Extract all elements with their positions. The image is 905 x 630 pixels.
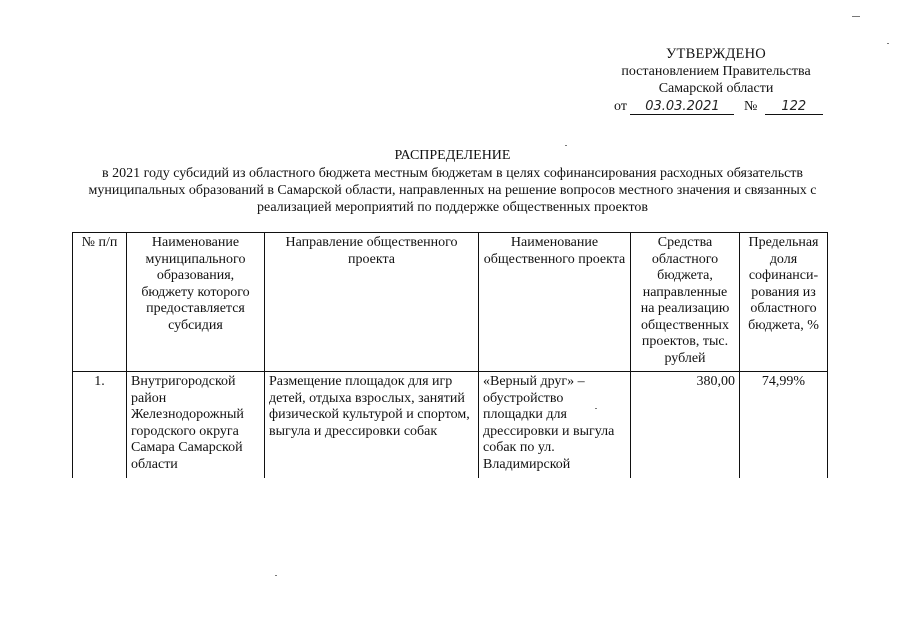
header-share: Предельная доля софинанси-рования из областного бюджета, % <box>740 233 828 372</box>
scan-speck <box>887 43 889 44</box>
handwritten-number: 122 <box>765 99 823 115</box>
table-row <box>73 372 828 479</box>
cell-direction: Размещение площадок для игр детей, отдыха взрослых, занятий физической культурой и спортом, выгула и дрессировки собак <box>265 372 479 479</box>
cell-funds: 380,00 <box>631 372 740 479</box>
document-heading: РАСПРЕДЕЛЕНИЕ <box>394 148 511 163</box>
date-prefix: от <box>614 99 627 114</box>
cell-project: «Верный друг» – обустройство площадки для дрессировки и выгула собак по ул. Владимирской <box>479 372 631 479</box>
document-subheading: в 2021 году субсидий из областного бюджета местным бюджетам в целях софинансирования расходных обязательств муниципальных образований в Самарской области, направленных на решение вопросов местного значения и связанных с реализацией мероприятий по поддержке общественных проектов <box>88 166 817 215</box>
cell-num: 1. <box>73 372 127 479</box>
header-project: Наименование общественного проекта <box>479 233 631 372</box>
table-header-row <box>73 233 828 372</box>
header-funds: Средства областного бюджета, направленные на реализацию общественных проектов, тыс. рублей <box>631 233 740 372</box>
cell-share: 74,99% <box>740 372 828 479</box>
approval-line-1: постановлением Правительства <box>621 64 811 79</box>
distribution-table <box>72 232 828 478</box>
number-label: № <box>743 99 758 114</box>
scan-speck <box>595 408 597 409</box>
header-num: № п/п <box>73 233 127 372</box>
header-municipality: Наименование муниципального образования, бюджету которого предоставляется субсидия <box>127 233 265 372</box>
header-direction: Направление общественного проекта <box>265 233 479 372</box>
scan-speck <box>275 575 277 576</box>
scan-speck <box>852 16 860 17</box>
handwritten-date: 03.03.2021 <box>630 99 734 115</box>
cell-municipality: Внутригородской район Железнодорожный городского округа Самара Самарской области <box>127 372 265 479</box>
approval-title: УТВЕРЖДЕНО <box>666 46 766 62</box>
approval-block <box>600 46 832 115</box>
approval-line-2: Самарской области <box>658 81 774 96</box>
scan-speck <box>565 145 567 146</box>
approval-date-line <box>600 98 832 115</box>
